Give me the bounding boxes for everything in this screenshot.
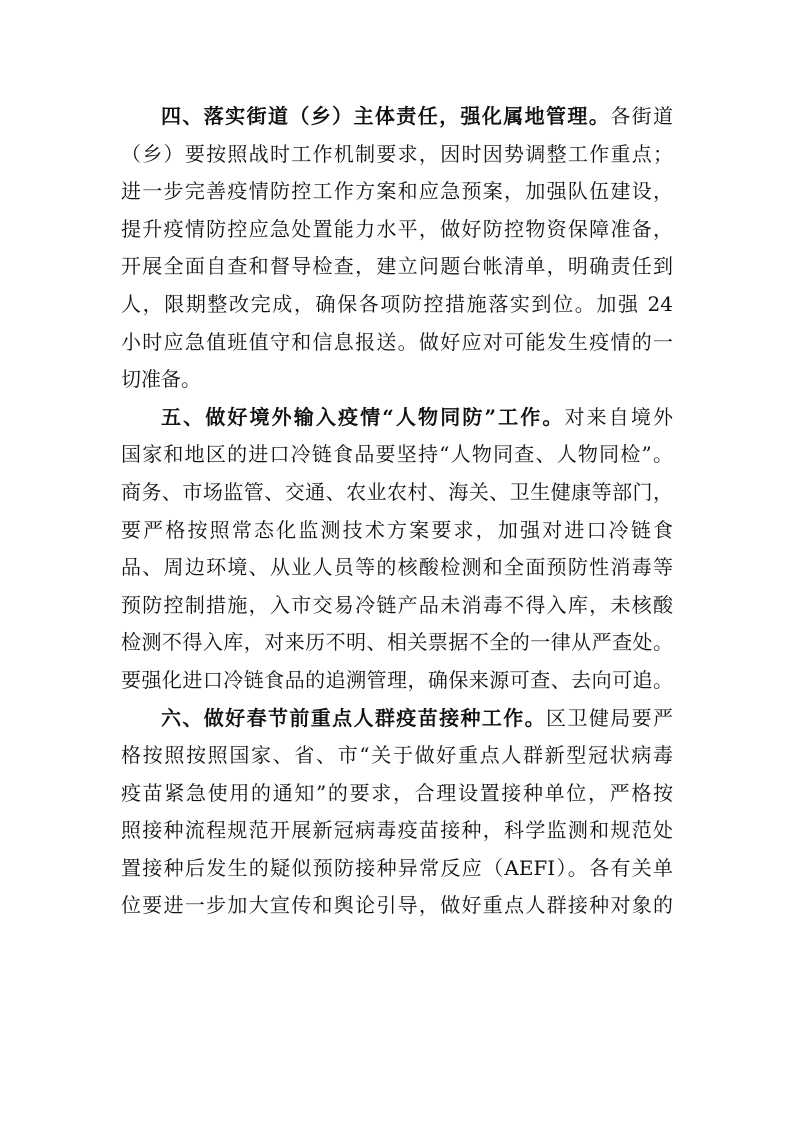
section5-heading: 五、做好境外输入疫情“人物同防”工作。: [161, 404, 565, 429]
section5-line-7: 检测不得入库，对来历不明、相关票据不全的一律从严查处。: [121, 630, 673, 655]
section4-line-1: [121, 98, 673, 136]
section6-line1-rest: 区卫健局要严: [546, 705, 674, 730]
section6-heading: 六、做好春节前重点人群疫苗接种工作。: [161, 705, 547, 730]
document-body: [121, 98, 673, 925]
section4-line-5: 开展全面自查和督导检查，建立问题台帐清单，明确责任到: [121, 254, 673, 279]
section6-line-4: 照接种流程规范开展新冠病毒疫苗接种，科学监测和规范处: [121, 818, 673, 843]
section6-line-1: [121, 700, 673, 738]
section4-line-8: 切准备。: [121, 367, 201, 392]
section5-line-8: 要强化进口冷链食品的追溯管理，确保来源可查、去向可追。: [121, 667, 673, 692]
section4-heading: 四、落实街道（乡）主体责任，强化属地管理。: [161, 104, 611, 128]
section5-line-6: 预防控制措施，入市交易冷链产品未消毒不得入库，未核酸: [121, 592, 673, 617]
section5-line-4: 要严格按照常态化监测技术方案要求，加强对进口冷链食: [121, 517, 673, 542]
section5-line-2: 国家和地区的进口冷链食品要坚持“人物同查、人物同检”。: [121, 442, 673, 467]
section5-line-3: 商务、市场监管、交通、农业农村、海关、卫生健康等部门，: [121, 479, 673, 504]
section6-line-3: 疫苗紧急使用的通知”的要求，合理设置接种单位，严格按: [121, 780, 673, 805]
section4-line1-rest: 各街道: [610, 104, 674, 128]
section5-line-5: 品、周边环境、从业人员等的核酸检测和全面预防性消毒等: [121, 555, 673, 580]
section4-line-7: 小时应急值班值守和信息报送。做好应对可能发生疫情的一: [121, 329, 673, 354]
section5-line-1: [121, 399, 673, 437]
section6-line-6: 位要进一步加大宣传和舆论引导，做好重点人群接种对象的: [121, 893, 673, 918]
section5-line1-rest: 对来自境外: [564, 404, 674, 429]
section6-line-2: 格按照按照国家、省、市“关于做好重点人群新型冠状病毒: [121, 743, 673, 768]
section4-line-3: 进一步完善疫情防控工作方案和应急预案，加强队伍建设，: [121, 179, 673, 204]
section4-line-4: 提升疫情防控应急处置能力水平，做好防控物资保障准备，: [121, 216, 673, 241]
section4-line-6: 人，限期整改完成，确保各项防控措施落实到位。加强 24: [121, 291, 673, 316]
section6-line-5: 置接种后发生的疑似预防接种异常反应（AEFI）。各有关单: [121, 855, 673, 880]
section4-line-2: （乡）要按照战时工作机制要求，因时因势调整工作重点；: [121, 141, 673, 166]
